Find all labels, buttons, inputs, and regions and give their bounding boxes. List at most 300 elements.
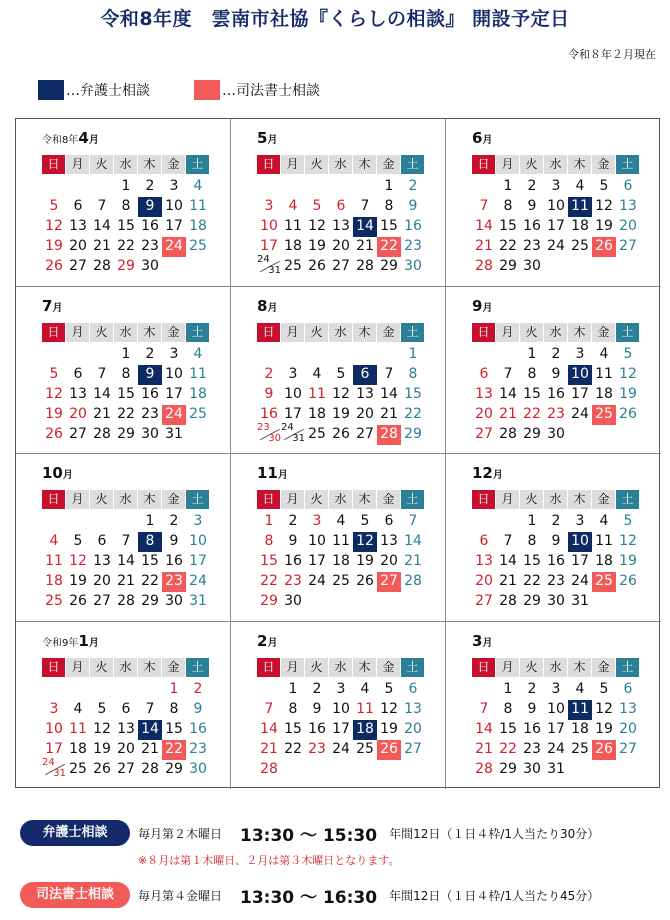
schedule-bengo <box>20 820 599 846</box>
day-cell: 28 <box>499 593 517 609</box>
day-cell: 28 <box>141 760 159 777</box>
empty-cell <box>616 760 640 780</box>
day-cell: 23 <box>284 573 302 589</box>
weekday-6: 土 <box>616 490 640 509</box>
day-cell: 27 <box>332 258 350 274</box>
day-cell: 13 <box>332 218 350 234</box>
weekday-3: 水 <box>114 155 138 174</box>
schedule-shiho <box>20 882 599 908</box>
empty-cell <box>329 177 353 197</box>
month-number: 6 <box>472 129 483 147</box>
empty-cell <box>568 760 592 780</box>
day-cell: 2 <box>551 513 561 529</box>
day-cell: 12 <box>595 700 613 717</box>
day-cell: 5 <box>599 680 609 697</box>
empty-cell <box>66 177 90 197</box>
day-cell: 19 <box>356 553 374 569</box>
day-cell: 11 <box>356 700 374 717</box>
as-of-date: 令和８年２月現在 <box>568 48 656 61</box>
week-row <box>257 197 425 217</box>
empty-cell <box>472 512 496 532</box>
day-cell: 27 <box>619 740 637 757</box>
day-cell: 6 <box>479 533 489 549</box>
day-cell-split: 24 31 <box>281 421 305 444</box>
day-cell: 5 <box>623 513 633 529</box>
month-10 <box>16 454 231 622</box>
day-cell: 15 <box>523 385 541 402</box>
day-cell: 14 <box>353 217 377 237</box>
empty-cell <box>401 760 425 780</box>
day-cell: 18 <box>189 385 207 402</box>
day-cell: 18 <box>332 553 350 569</box>
empty-cell <box>42 680 66 700</box>
day-cell: 30 <box>404 258 422 274</box>
day-cell: 20 <box>404 720 422 737</box>
day-cell: 10 <box>308 533 326 549</box>
day-cell: 17 <box>45 740 63 757</box>
month-9 <box>446 287 661 455</box>
shiho-detail: 年間12日（１日４枠/1人当たり45分） <box>389 888 600 903</box>
day-cell: 27 <box>475 425 493 442</box>
day-cell: 27 <box>93 593 111 609</box>
week-row <box>42 217 210 237</box>
empty-cell <box>305 177 329 197</box>
day-cell: 21 <box>93 238 111 254</box>
day-cell: 29 <box>523 425 541 442</box>
weekday-1: 月 <box>281 490 305 509</box>
day-cell: 8 <box>527 533 537 549</box>
month-4 <box>16 119 231 287</box>
day-cell: 23 <box>523 740 541 757</box>
day-cell: 21 <box>499 573 517 589</box>
day-cell: 21 <box>356 238 374 254</box>
day-cell: 2 <box>145 345 155 362</box>
day-cell: 12 <box>619 533 637 549</box>
day-cell: 10 <box>165 365 183 382</box>
weekday-6: 土 <box>401 323 425 342</box>
day-cell: 11 <box>308 385 326 402</box>
week-row <box>472 760 640 780</box>
weekday-4: 木 <box>353 658 377 677</box>
week-row <box>472 720 640 740</box>
empty-cell <box>616 425 640 445</box>
month-heading <box>472 129 492 147</box>
day-cell: 25 <box>189 405 207 422</box>
week-row <box>42 532 210 552</box>
day-cell: 30 <box>141 425 159 442</box>
day-cell: 17 <box>308 553 326 569</box>
day-cell: 6 <box>121 700 131 717</box>
week-row <box>42 257 210 277</box>
day-cell: 30 <box>523 760 541 777</box>
day-cell: 29 <box>380 258 398 274</box>
week-row <box>257 237 425 257</box>
week-row <box>472 237 640 257</box>
day-cell: 6 <box>73 365 83 382</box>
day-cell: 3 <box>169 178 179 194</box>
day-cell: 24 <box>571 405 589 422</box>
week-row <box>257 740 425 760</box>
week-row <box>42 512 210 532</box>
empty-cell <box>90 177 114 197</box>
day-cell: 22 <box>260 573 278 589</box>
day-cell: 1 <box>145 513 155 529</box>
day-cell: 19 <box>595 720 613 737</box>
month-unit: 月 <box>267 302 278 314</box>
day-cell: 5 <box>73 533 83 549</box>
weekday-2: 火 <box>305 658 329 677</box>
day-cell: 15 <box>260 553 278 569</box>
day-cell: 21 <box>380 405 398 422</box>
day-cell: 13 <box>380 533 398 549</box>
day-cell: 24 <box>308 573 326 589</box>
weekday-3: 水 <box>329 658 353 677</box>
weekday-3: 水 <box>329 490 353 509</box>
weekday-0: 日 <box>42 490 66 509</box>
schedule-note: ※８月は第１木曜日、２月は第３木曜日となります。 <box>138 854 400 867</box>
day-cell: 30 <box>165 593 183 609</box>
weekday-1: 月 <box>496 658 520 677</box>
day-cell: 26 <box>45 425 63 442</box>
day-cell: 7 <box>479 198 489 214</box>
empty-cell <box>305 760 329 780</box>
weekday-4: 木 <box>568 658 592 677</box>
day-cell: 25 <box>189 238 207 254</box>
day-cell: 14 <box>404 533 422 549</box>
week-row <box>42 552 210 572</box>
day-cell: 8 <box>138 532 162 552</box>
week-row <box>42 592 210 612</box>
day-cell: 3 <box>288 365 298 382</box>
day-cell: 16 <box>284 553 302 569</box>
day-cell: 25 <box>571 740 589 757</box>
empty-cell <box>377 345 401 365</box>
weekday-2: 火 <box>520 658 544 677</box>
weekday-6: 土 <box>401 658 425 677</box>
day-cell: 12 <box>45 218 63 234</box>
month-heading <box>257 297 277 315</box>
empty-cell <box>281 345 305 365</box>
legend-label-shiho: …司法書士相談 <box>222 83 320 99</box>
day-cell: 2 <box>527 178 537 194</box>
weekday-2: 火 <box>90 658 114 677</box>
empty-cell <box>472 177 496 197</box>
day-cell: 15 <box>284 720 302 737</box>
day-cell: 21 <box>499 405 517 422</box>
day-cell: 4 <box>599 513 609 529</box>
day-cell: 12 <box>69 553 87 569</box>
empty-cell <box>257 680 281 700</box>
day-cell: 7 <box>145 700 155 717</box>
weeks <box>472 177 640 277</box>
month-heading <box>42 297 62 315</box>
weekday-1: 月 <box>496 155 520 174</box>
empty-cell <box>162 257 186 277</box>
weekday-4: 木 <box>353 323 377 342</box>
day-cell: 10 <box>547 700 565 717</box>
weekday-5: 金 <box>377 658 401 677</box>
day-cell: 17 <box>571 385 589 402</box>
day-cell: 5 <box>360 513 370 529</box>
day-cell: 6 <box>353 365 377 385</box>
weekday-6: 土 <box>616 155 640 174</box>
day-cell: 14 <box>117 553 135 569</box>
week-row <box>42 345 210 365</box>
weekday-6: 土 <box>186 323 210 342</box>
day-cell: 6 <box>623 680 633 697</box>
day-cell: 11 <box>568 197 592 217</box>
weekday-2: 火 <box>90 323 114 342</box>
day-cell: 19 <box>45 405 63 422</box>
weekday-5: 金 <box>592 155 616 174</box>
day-cell: 4 <box>336 513 346 529</box>
day-cell: 16 <box>547 553 565 569</box>
day-cell: 13 <box>93 553 111 569</box>
day-cell: 19 <box>380 720 398 737</box>
day-cell: 11 <box>595 365 613 382</box>
day-cell: 15 <box>404 385 422 402</box>
day-cell: 1 <box>503 680 513 697</box>
day-cell: 22 <box>499 238 517 254</box>
day-cell: 21 <box>93 405 111 422</box>
day-cell: 23 <box>523 238 541 254</box>
day-cell: 23 <box>162 572 186 592</box>
weekday-5: 金 <box>162 490 186 509</box>
day-cell: 10 <box>189 533 207 549</box>
empty-cell <box>592 760 616 780</box>
day-cell: 15 <box>380 218 398 234</box>
day-cell: 1 <box>121 178 131 194</box>
day-cell: 25 <box>284 258 302 274</box>
day-cell: 10 <box>332 700 350 717</box>
day-cell: 12 <box>619 365 637 382</box>
day-cell: 18 <box>595 553 613 569</box>
day-cell: 9 <box>527 198 537 214</box>
month-unit: 月 <box>482 637 493 649</box>
week-row <box>42 177 210 197</box>
month-11 <box>231 454 446 622</box>
bengo-time: 13:30 ～ 15:30 <box>240 825 378 846</box>
day-cell: 20 <box>69 405 87 422</box>
day-cell: 20 <box>619 720 637 737</box>
day-cell: 2 <box>288 513 298 529</box>
weekday-2: 火 <box>305 323 329 342</box>
day-cell: 13 <box>619 198 637 214</box>
weekday-5: 金 <box>162 155 186 174</box>
bengo-detail: 年間12日（１日４枠/1人当たり30分） <box>389 826 600 841</box>
day-cell: 30 <box>523 258 541 274</box>
day-cell: 16 <box>308 720 326 737</box>
empty-cell <box>66 680 90 700</box>
day-cell-split: 23 30 <box>257 421 281 444</box>
weekday-3: 水 <box>114 658 138 677</box>
day-cell: 4 <box>575 680 585 697</box>
day-cell: 19 <box>69 573 87 589</box>
week-row <box>42 365 210 385</box>
day-cell: 20 <box>619 218 637 234</box>
day-cell: 29 <box>260 593 278 609</box>
weekday-3: 水 <box>544 155 568 174</box>
weekday-1: 月 <box>496 323 520 342</box>
day-cell: 3 <box>169 345 179 362</box>
day-cell: 21 <box>141 740 159 757</box>
weekday-5: 金 <box>592 323 616 342</box>
bengo-day: 毎月第２木曜日 <box>138 826 223 841</box>
weekday-4: 木 <box>138 490 162 509</box>
weekday-4: 木 <box>568 490 592 509</box>
weeks <box>472 680 640 780</box>
day-cell: 22 <box>377 237 401 257</box>
weeks <box>42 680 210 780</box>
day-cell: 13 <box>117 720 135 737</box>
weekday-0: 日 <box>42 323 66 342</box>
week-row <box>472 365 640 385</box>
weekday-header <box>472 658 640 677</box>
weekday-2: 火 <box>90 155 114 174</box>
day-cell: 21 <box>117 573 135 589</box>
empty-cell <box>592 425 616 445</box>
weekday-0: 日 <box>42 658 66 677</box>
empty-cell <box>305 592 329 612</box>
day-cell: 28 <box>475 760 493 777</box>
weekday-header <box>257 155 425 174</box>
empty-cell <box>592 592 616 612</box>
month-2 <box>231 622 446 790</box>
day-cell: 2 <box>312 680 322 697</box>
day-cell: 16 <box>523 720 541 737</box>
weekday-4: 木 <box>353 490 377 509</box>
day-cell: 7 <box>264 700 274 717</box>
day-cell: 1 <box>169 680 179 697</box>
day-cell: 25 <box>45 593 63 609</box>
day-cell: 31 <box>571 593 589 609</box>
day-cell: 20 <box>117 740 135 757</box>
month-heading <box>42 129 99 147</box>
week-row <box>472 385 640 405</box>
day-cell: 3 <box>312 513 322 529</box>
empty-cell <box>353 177 377 197</box>
day-cell: 26 <box>356 573 374 589</box>
day-cell: 27 <box>69 425 87 442</box>
day-cell: 20 <box>356 405 374 422</box>
day-cell: 13 <box>475 385 493 402</box>
weekday-1: 月 <box>66 658 90 677</box>
weekday-header <box>257 323 425 342</box>
day-cell: 9 <box>138 365 162 385</box>
weekday-2: 火 <box>305 490 329 509</box>
day-cell: 20 <box>380 553 398 569</box>
week-row <box>472 740 640 760</box>
day-cell: 10 <box>260 218 278 234</box>
weekday-2: 火 <box>305 155 329 174</box>
day-cell: 27 <box>377 572 401 592</box>
month-1 <box>16 622 231 790</box>
week-row <box>257 421 425 445</box>
week-row <box>472 680 640 700</box>
day-cell: 17 <box>571 553 589 569</box>
day-cell: 13 <box>69 218 87 234</box>
weeks <box>472 345 640 445</box>
weekday-5: 金 <box>162 323 186 342</box>
day-cell: 25 <box>69 760 87 777</box>
day-cell: 30 <box>189 760 207 777</box>
day-cell: 6 <box>97 533 107 549</box>
empty-cell <box>544 257 568 277</box>
day-cell: 28 <box>356 258 374 274</box>
day-cell: 23 <box>189 740 207 757</box>
day-cell: 1 <box>121 345 131 362</box>
day-cell: 4 <box>73 700 83 717</box>
week-row <box>472 197 640 217</box>
day-cell: 12 <box>353 532 377 552</box>
day-cell: 14 <box>93 218 111 234</box>
empty-cell <box>42 345 66 365</box>
month-unit: 月 <box>277 470 288 481</box>
month-heading <box>472 297 492 315</box>
day-cell: 20 <box>475 405 493 422</box>
day-cell: 29 <box>117 425 135 442</box>
day-cell: 30 <box>284 593 302 609</box>
day-cell: 15 <box>499 720 517 737</box>
day-cell: 8 <box>121 198 131 214</box>
day-cell: 13 <box>404 700 422 717</box>
weekday-6: 土 <box>186 658 210 677</box>
day-cell: 26 <box>377 740 401 760</box>
day-cell: 16 <box>404 218 422 234</box>
day-cell: 1 <box>527 345 537 362</box>
day-cell: 17 <box>332 720 350 737</box>
day-cell: 4 <box>360 680 370 697</box>
day-cell: 6 <box>384 513 394 529</box>
weekday-0: 日 <box>42 155 66 174</box>
empty-cell <box>329 345 353 365</box>
week-row <box>257 385 425 405</box>
day-cell: 14 <box>138 720 162 740</box>
day-cell: 2 <box>169 513 179 529</box>
day-cell: 3 <box>575 345 585 362</box>
month-8 <box>231 287 446 455</box>
empty-cell <box>353 345 377 365</box>
day-cell: 7 <box>384 365 394 382</box>
day-cell: 5 <box>97 700 107 717</box>
weekday-1: 月 <box>66 490 90 509</box>
weekday-5: 金 <box>377 323 401 342</box>
day-cell: 28 <box>377 425 401 445</box>
day-cell: 21 <box>404 553 422 569</box>
day-cell: 6 <box>623 178 633 194</box>
day-cell: 20 <box>93 573 111 589</box>
day-cell: 20 <box>475 573 493 589</box>
weeks <box>472 512 640 612</box>
weeks <box>257 680 425 780</box>
day-cell: 9 <box>408 198 418 214</box>
weekday-3: 水 <box>114 323 138 342</box>
day-cell: 25 <box>592 405 616 425</box>
day-cell: 18 <box>595 385 613 402</box>
day-cell: 5 <box>623 345 633 362</box>
day-cell: 2 <box>551 345 561 362</box>
day-cell: 12 <box>45 385 63 402</box>
day-cell: 16 <box>523 218 541 234</box>
calendar-grid <box>15 118 660 788</box>
week-row <box>257 552 425 572</box>
empty-cell <box>138 680 162 700</box>
day-cell: 18 <box>284 238 302 254</box>
month-number: 7 <box>42 296 53 315</box>
day-cell: 17 <box>189 553 207 569</box>
empty-cell <box>90 512 114 532</box>
day-cell: 9 <box>551 365 561 382</box>
